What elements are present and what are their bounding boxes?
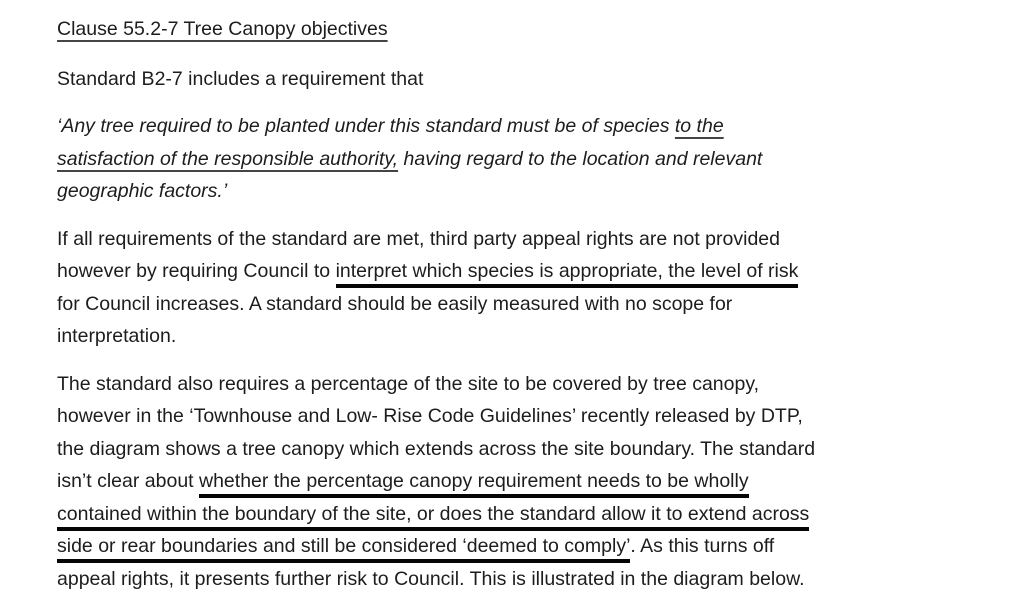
text-run: appeal rights, it presents further risk to Council. This is illustrated in the diagram below. xyxy=(57,567,805,590)
marked-text-run: side or rear boundaries and still be considered ‘deemed to comply’ xyxy=(57,535,630,563)
risk-paragraph-line xyxy=(57,288,967,321)
canopy-paragraph-line xyxy=(57,433,967,466)
intro-paragraph-line xyxy=(57,63,967,96)
risk-paragraph-line xyxy=(57,223,967,256)
text-run: isn’t clear about xyxy=(57,470,199,492)
text-run: . As this turns off xyxy=(630,535,775,557)
marked-text-run: whether the percentage canopy requirement needs to be wholly xyxy=(199,470,749,498)
text-run: ‘Any tree required to be planted under this standard must be of species xyxy=(57,115,675,137)
canopy-paragraph-line xyxy=(57,498,967,531)
underlined-text-run: to the xyxy=(674,115,724,137)
canopy-paragraph-line xyxy=(57,368,967,401)
quote-paragraph-line xyxy=(57,143,967,176)
text-run: geographic factors.’ xyxy=(57,180,228,202)
risk-paragraph-line xyxy=(57,320,967,353)
canopy-paragraph-line xyxy=(57,400,967,433)
canopy-paragraph-line xyxy=(57,530,967,563)
text-run: Standard B2-7 includes a requirement that xyxy=(57,67,424,90)
underlined-text-run: satisfaction of the responsible authority, xyxy=(57,147,399,170)
canopy-paragraph-line xyxy=(57,465,967,498)
marked-text-run: contained within the boundary of the site, or does the standard allow it to extend across xyxy=(57,503,809,531)
marked-text-run: interpret which species is appropriate, the level of risk xyxy=(336,260,799,288)
quote-paragraph-line xyxy=(57,175,967,208)
text-run: The standard also requires a percentage of the site to be covered by tree canopy, xyxy=(57,372,760,395)
quote-paragraph-line xyxy=(57,110,967,143)
canopy-paragraph-line xyxy=(57,563,967,596)
risk-paragraph xyxy=(57,223,967,353)
heading xyxy=(57,13,967,46)
intro-paragraph xyxy=(57,63,967,96)
underlined-text-run: Clause 55.2-7 Tree Canopy objectives xyxy=(57,18,388,40)
canopy-paragraph xyxy=(57,368,967,596)
quote-paragraph xyxy=(57,110,967,208)
text-run: the diagram shows a tree canopy which extends across the site boundary. The standard xyxy=(57,437,816,460)
heading-line xyxy=(57,13,967,46)
risk-paragraph-line xyxy=(57,255,967,288)
text-run: If all requirements of the standard are met, third party appeal rights are not provided xyxy=(57,227,780,250)
text-run: having regard to the location and relevant xyxy=(398,147,763,170)
text-run: however in the ‘Townhouse and Low- Rise Code Guidelines’ recently released by DTP, xyxy=(57,405,803,427)
text-run: for Council increases. A standard should be easily measured with no scope for xyxy=(57,292,733,315)
text-run: interpretation. xyxy=(57,325,177,347)
text-run: however by requiring Council to xyxy=(57,260,336,282)
